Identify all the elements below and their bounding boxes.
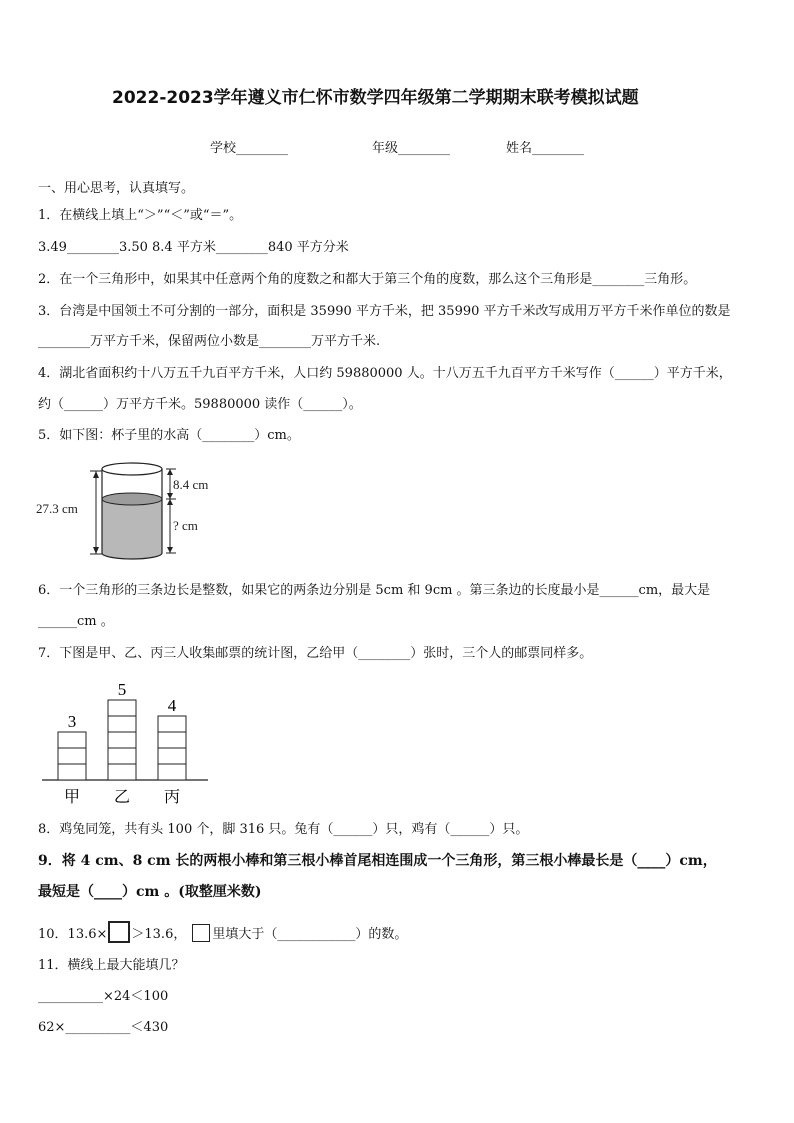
q11-stem: 11．横线上最大能填几？ bbox=[38, 958, 185, 973]
bar-cell-甲 bbox=[58, 732, 86, 748]
q10 bbox=[38, 921, 407, 943]
q7-stem: 7．下图是甲、乙、丙三人收集邮票的统计图，乙给甲（________）张时，三个人的邮票同样多。 bbox=[38, 646, 593, 661]
bar-cell-甲 bbox=[58, 764, 86, 780]
bar-cell-乙 bbox=[108, 748, 136, 764]
q8: 8．鸡兔同笼，共有头 100 个，脚 316 只。兔有（______）只，鸡有（______）只。 bbox=[38, 822, 529, 837]
water-surface bbox=[102, 493, 162, 505]
bar-cell-乙 bbox=[108, 700, 136, 716]
answer-box[interactable] bbox=[108, 921, 130, 943]
bar-cell-丙 bbox=[158, 748, 186, 764]
bar-value-label: 4 bbox=[167, 696, 177, 715]
q1-line: 3.49________3.50 8.4 平方米________840 平方分米 bbox=[38, 240, 349, 255]
q5-stem: 5．如下图：杯子里的水高（________）cm。 bbox=[38, 428, 300, 443]
q6-line1: 6．一个三角形的三条边长是整数，如果它的两条边分别是 5cm 和 9cm 。第三条边的长度最小是______cm，最大是 bbox=[38, 583, 711, 598]
bar-cell-甲 bbox=[58, 748, 86, 764]
q3-line2: ________万平方千米，保留两位小数是________万平方千米. bbox=[38, 334, 381, 349]
bar-category-label: 甲 bbox=[63, 789, 81, 806]
top-gap-label: 8.4 cm bbox=[173, 477, 209, 492]
section-heading: 一、用心思考，认真填写。 bbox=[38, 181, 195, 196]
q11-line1: __________×24＜100 bbox=[38, 989, 169, 1004]
q4-line1: 4．湖北省面积约十八万五千九百平方千米，人口约 59880000 人。十八万五千九百平方千米写作（______）平方千米， bbox=[38, 366, 732, 381]
total-height-label: 27.3 cm bbox=[36, 501, 78, 516]
bar-cell-丙 bbox=[158, 764, 186, 780]
q4-line2: 约（______）万平方千米。59880000 读作（______）。 bbox=[38, 397, 362, 412]
school-field[interactable]: 学校________ bbox=[210, 141, 289, 156]
cup-figure bbox=[30, 456, 230, 566]
q9-line2: 最短是（____）cm 。(取整厘米数) bbox=[38, 884, 262, 900]
water-height-label: ? cm bbox=[173, 518, 198, 533]
q3-line1: 3．台湾是中国领土不可分割的一部分，面积是 35990 平方千米，把 35990 平方千米改写成用万平方千米作单位的数是 bbox=[38, 304, 731, 319]
q11-line2: 62×__________＜430 bbox=[38, 1020, 169, 1035]
q9-line1: 9．将 4 cm、8 cm 长的两根小棒和第三根小棒首尾相连围成一个三角形，第三根小棒最长是（____）cm， bbox=[38, 853, 717, 869]
bar-category-label: 丙 bbox=[163, 789, 181, 806]
cup-rim bbox=[102, 463, 162, 475]
bar-category-label: 乙 bbox=[113, 789, 131, 806]
bar-cell-乙 bbox=[108, 716, 136, 732]
q2: 2．在一个三角形中，如果其中任意两个角的度数之和都大于第三个角的度数，那么这个三角形是________三角形。 bbox=[38, 272, 697, 287]
bar-cell-乙 bbox=[108, 732, 136, 748]
page-title: 2022-2023学年遵义市仁怀市数学四年级第二学期期末联考模拟试题 bbox=[112, 88, 639, 108]
name-field[interactable]: 姓名________ bbox=[506, 141, 585, 156]
grade-field[interactable]: 年级________ bbox=[372, 141, 451, 156]
bar-value-label: 5 bbox=[117, 680, 127, 699]
bar-value-label: 3 bbox=[67, 712, 77, 731]
bar-cell-乙 bbox=[108, 764, 136, 780]
bar-cell-丙 bbox=[158, 716, 186, 732]
answer-box-ref bbox=[192, 924, 210, 942]
q10-middle: ＞13.6， bbox=[131, 927, 187, 942]
bar-cell-丙 bbox=[158, 732, 186, 748]
stamp-chart bbox=[38, 672, 218, 810]
q10-suffix: 里填大于（____________）的数。 bbox=[212, 927, 408, 942]
water bbox=[102, 499, 162, 559]
q10-prefix: 10．13.6× bbox=[38, 927, 108, 942]
q6-line2: ______cm 。 bbox=[38, 614, 114, 629]
q1-stem: 1．在横线上填上“＞”“＜”或“＝”。 bbox=[38, 208, 243, 223]
